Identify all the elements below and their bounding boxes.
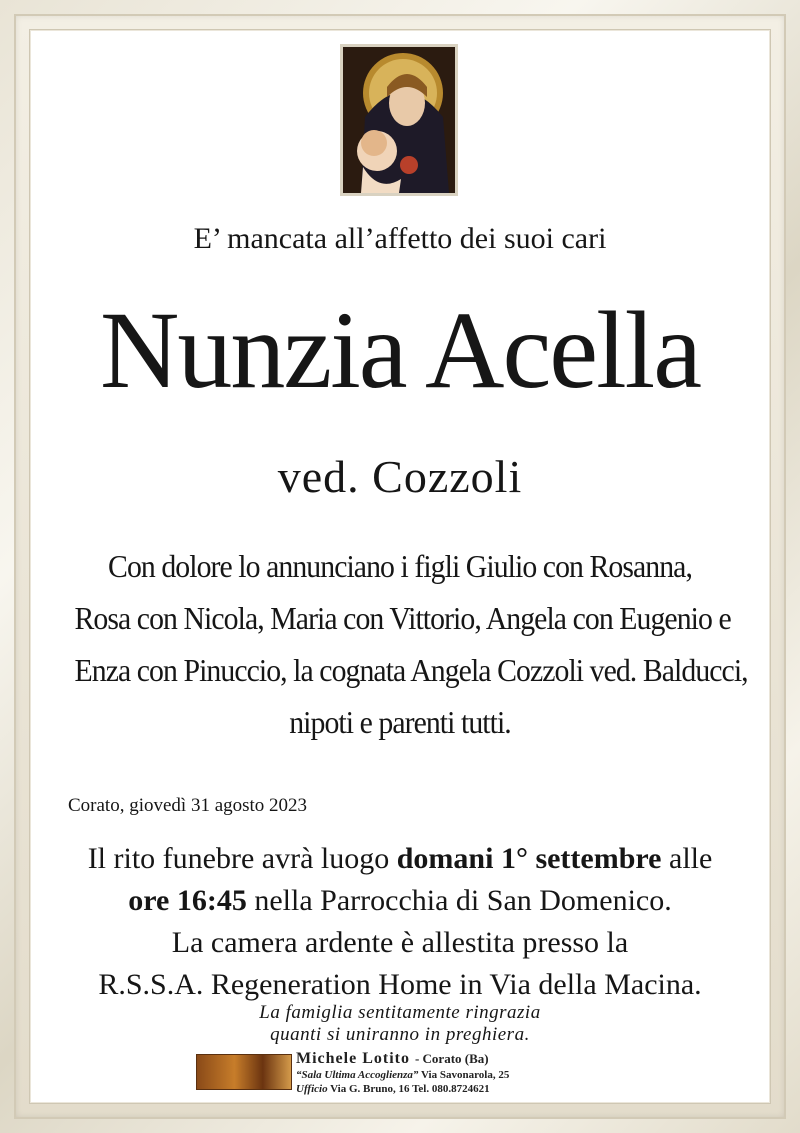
thanks-line: La famiglia sentitamente ringrazia: [259, 1002, 541, 1023]
announcement-line: Rosa con Nicola, Maria con Vittorio, Angela con Eugenio e: [74, 600, 731, 636]
funeral-details: [40, 838, 760, 1006]
funeral-agency: [296, 1050, 616, 1096]
rite-time: ore 16:45: [128, 884, 247, 917]
office-label: Ufficio: [296, 1083, 328, 1095]
announcement-text: [74, 540, 748, 748]
office-address: Via G. Bruno, 16: [330, 1083, 410, 1095]
rite-date: domani 1° settembre: [396, 842, 662, 875]
madonna-and-child-icon: [340, 44, 458, 196]
family-thanks: [0, 1002, 800, 1046]
deceased-name: Nunzia Acella: [99, 289, 701, 411]
announcement-line: Enza con Pinuccio, la cognata Angela Cozzoli ved. Balducci,: [74, 652, 748, 688]
rite-line-2: [40, 880, 760, 922]
agency-name: Michele Lotito: [296, 1050, 410, 1067]
agency-city: - Corato (Ba): [414, 1051, 489, 1066]
thanks-line: quanti si uniranno in preghiera.: [270, 1024, 530, 1045]
hall-address: Via Savonarola, 25: [421, 1069, 510, 1081]
rite-line-1: [40, 838, 760, 880]
announcement-line: Con dolore lo annunciano i figli Giulio con Rosanna,: [108, 548, 692, 584]
rite-text: Il rito funebre avrà luogo: [87, 842, 397, 875]
rite-line-4: R.S.S.A. Regeneration Home in Via della Macina.: [98, 968, 702, 1001]
rite-place: nella Parrocchia di San Domenico.: [246, 884, 672, 917]
intro-line: E’ mancata all’affetto dei suoi cari: [193, 222, 607, 255]
widow-of-line: ved. Cozzoli: [277, 451, 523, 502]
announcement-line: nipoti e parenti tutti.: [289, 704, 511, 740]
hall-name: “Sala Ultima Accoglienza”: [296, 1069, 419, 1081]
agency-phone: Tel. 080.8724621: [412, 1083, 490, 1095]
dateline: Corato, giovedì 31 agosto 2023: [68, 795, 308, 816]
rite-line-3: La camera ardente è allestita presso la: [171, 926, 629, 959]
agency-logo: [196, 1054, 292, 1090]
rite-text: alle: [661, 842, 713, 875]
